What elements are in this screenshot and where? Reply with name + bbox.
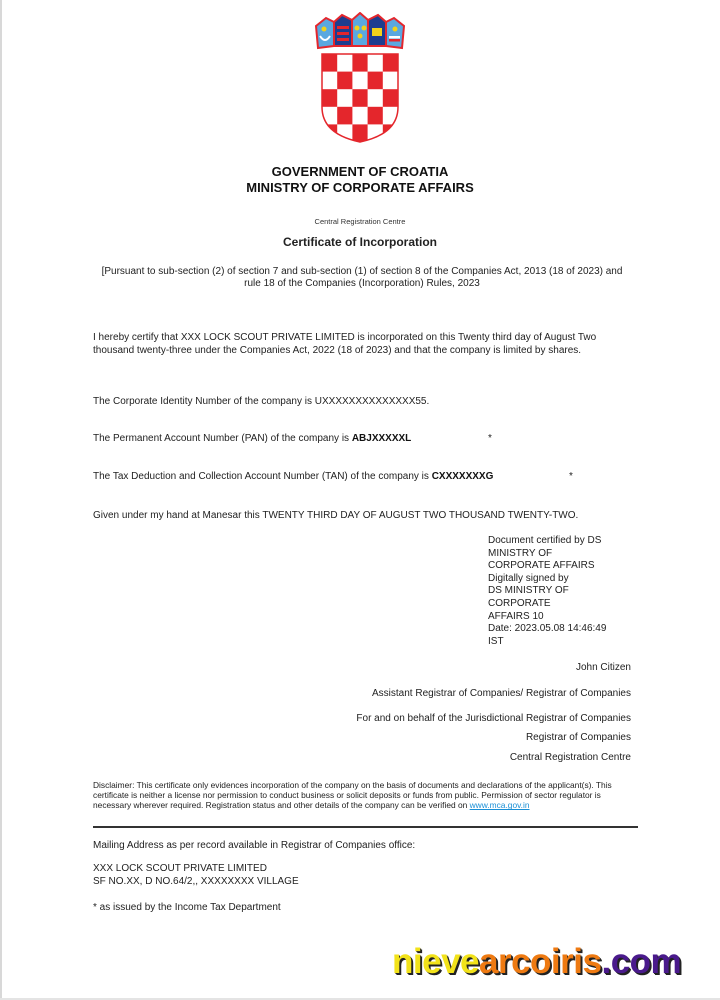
tan-label: The Tax Deduction and Collection Account Number (TAN) of the company is bbox=[93, 471, 432, 482]
mca-link[interactable]: www.mca.gov.in bbox=[469, 800, 530, 811]
pan-label: The Permanent Account Number (PAN) of the company is bbox=[93, 433, 352, 444]
pan-asterisk: * bbox=[488, 433, 492, 444]
heading-line-2: MINISTRY OF CORPORATE AFFAIRS bbox=[246, 180, 474, 195]
disclaimer-body: Disclaimer: This certificate only evidences incorporation of the company on the basis of documents and declarations of the applicant(s). This certificate is neither a license nor permission to conduct business or solicit deposits or funds from public. Permission of sector regulator is necessary wherever required. Registration status and other details of the company can be verified on bbox=[93, 780, 612, 811]
watermark-logo bbox=[392, 942, 681, 982]
government-heading bbox=[0, 164, 720, 196]
pursuant-line-2: rule 18 of the Companies (Incorporation) Rules, 2023 bbox=[244, 277, 480, 289]
pursuant-line-1: [Pursuant to sub-section (2) of section 7 and sub-section (1) of section 8 of the Companies Act, 2013 (18 of 2023) and bbox=[101, 266, 623, 277]
signature-line: CORPORATE AFFAIRS bbox=[488, 560, 595, 572]
signature-line: CORPORATE bbox=[488, 597, 551, 609]
disclaimer-text bbox=[93, 780, 613, 811]
centre-line: Central Registration Centre bbox=[509, 752, 631, 763]
registrar-line: Registrar of Companies bbox=[525, 732, 631, 743]
signature-line: AFFAIRS 10 bbox=[488, 610, 544, 622]
signature-line: Digitally signed by bbox=[488, 572, 569, 584]
watermark-part-1: nieve bbox=[392, 942, 479, 981]
address-company: XXX LOCK SCOUT PRIVATE LIMITED bbox=[93, 863, 267, 874]
section-divider bbox=[93, 826, 638, 828]
office-label: Central Registration Centre bbox=[314, 217, 406, 226]
mailing-address bbox=[93, 863, 299, 888]
tax-footnote: * as issued by the Income Tax Department bbox=[93, 902, 281, 913]
pursuant-text bbox=[92, 266, 632, 289]
certify-paragraph: I hereby certify that XXX LOCK SCOUT PRIVATE LIMITED is incorporated on this Twenty third day of August Two thousand twenty-three under the Companies Act, 2022 (18 of 2023) and that the company is limited by shares. bbox=[93, 332, 597, 356]
tan-paragraph bbox=[93, 471, 638, 484]
signatory-name: John Citizen bbox=[575, 662, 631, 673]
pan-paragraph bbox=[93, 433, 638, 446]
croatian-coat-of-arms-icon bbox=[312, 12, 408, 144]
given-paragraph: Given under my hand at Manesar this TWENTY THIRD DAY OF AUGUST TWO THOUSAND TWENTY-TWO. bbox=[93, 510, 579, 521]
signature-timezone: IST bbox=[488, 635, 504, 647]
signatory-role: Assistant Registrar of Companies/ Registrar of Companies bbox=[372, 688, 631, 699]
on-behalf-line: For and on behalf of the Jurisdictional Registrar of Companies bbox=[356, 713, 631, 724]
pan-value: ABJXXXXXL bbox=[351, 433, 412, 444]
signature-line: Document certified by DS bbox=[488, 535, 602, 546]
heading-line-1: GOVERNMENT OF CROATIA bbox=[271, 164, 449, 179]
certificate-title: Certificate of Incorporation bbox=[282, 235, 437, 249]
digital-signature-block bbox=[488, 535, 638, 648]
address-line: SF NO.XX, D NO.64/2,, XXXXXXXX VILLAGE bbox=[93, 875, 299, 887]
signature-line: MINISTRY OF bbox=[488, 547, 553, 559]
signature-line: DS MINISTRY OF bbox=[488, 585, 569, 597]
cin-paragraph: The Corporate Identity Number of the company is UXXXXXXXXXXXXXX55. bbox=[93, 396, 430, 407]
signature-date: Date: 2023.05.08 14:46:49 bbox=[488, 623, 607, 635]
page-left-edge bbox=[0, 0, 2, 1000]
watermark-part-2: arcoiris bbox=[479, 942, 602, 981]
watermark-part-3: .com bbox=[601, 942, 682, 981]
tan-value: CXXXXXXXG bbox=[431, 471, 494, 482]
tan-asterisk: * bbox=[569, 471, 573, 482]
mailing-heading: Mailing Address as per record available in Registrar of Companies office: bbox=[93, 840, 416, 851]
